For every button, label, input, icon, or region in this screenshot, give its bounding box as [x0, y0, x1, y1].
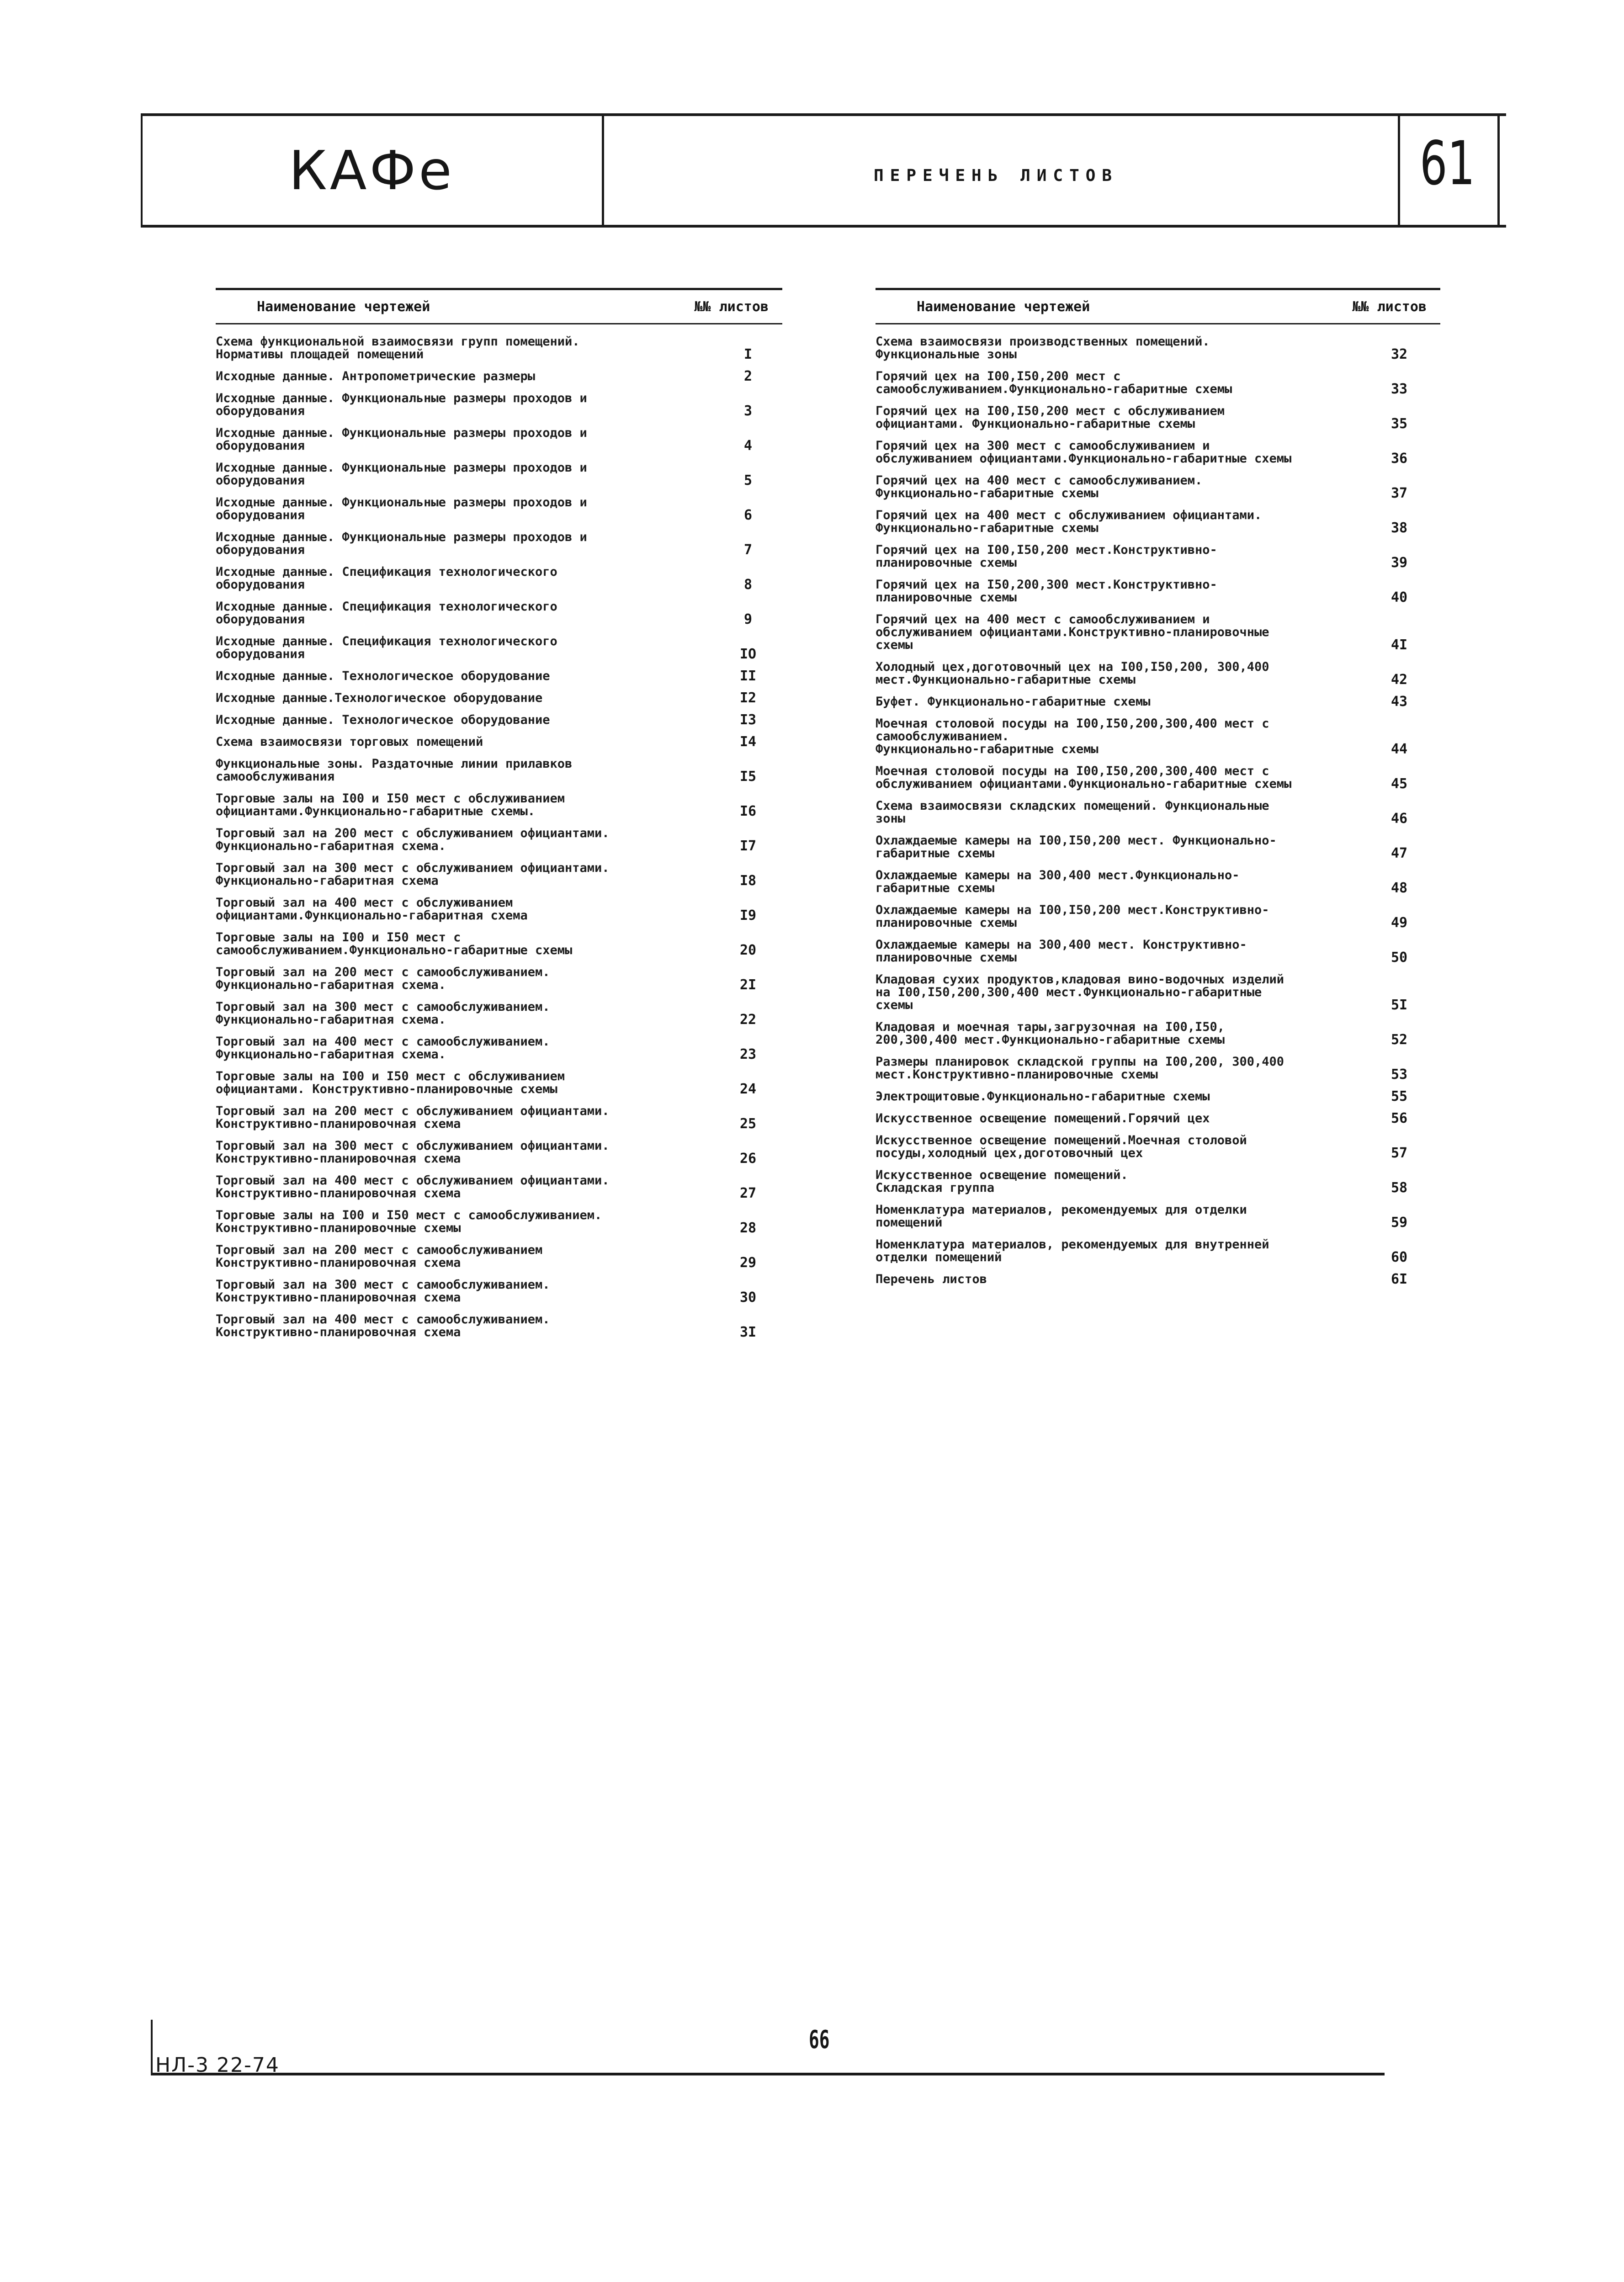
sheet-number: IO — [739, 646, 757, 662]
sheet-number: I3 — [739, 712, 757, 728]
sheet-title: Функциональные зоны. Раздаточные линии прилавков самообслуживания — [216, 757, 573, 784]
sheet-title: Торговый зал на 400 мест с обслуживанием официантами.Функционально-габаритная схема — [216, 896, 528, 923]
sheet-number: 59 — [1390, 1215, 1408, 1231]
sheet-title: Искусственное освещение помещений.Моечная столовой посуды,холодный цех,доготовочный цех — [876, 1133, 1247, 1160]
sheet-row — [876, 904, 1440, 929]
sheet-title: Исходные данные. Спецификация технологического оборудования — [216, 600, 557, 626]
sheet-title: Исходные данные. Функциональные размеры проходов и оборудования — [216, 461, 587, 488]
sheet-row — [216, 427, 782, 452]
series-code: НЛ-3 22-74 — [155, 2054, 280, 2077]
sheet-row — [876, 544, 1440, 569]
sheet-title: Схема функциональной взаимосвязи групп помещений. Нормативы площадей помещений — [216, 334, 580, 361]
sheet-row — [876, 765, 1440, 791]
sheet-title: Торговые залы на I00 и I50 мест с обслуживанием официантами. Конструктивно-планировочные схемы — [216, 1069, 565, 1096]
sheet-row — [876, 335, 1440, 361]
sheet-title: Номенклатура материалов, рекомендуемых для отделки помещений — [876, 1203, 1247, 1230]
sheet-title: Торговый зал на 400 мест с самообслуживанием. Конструктивно-планировочная схема — [216, 1312, 550, 1339]
sheet-row — [876, 869, 1440, 895]
sheet-title: Торговый зал на 400 мест с самообслуживанием. Функционально-габаритная схема. — [216, 1035, 550, 1061]
sheet-row — [216, 635, 782, 661]
sheet-number: I9 — [739, 907, 757, 923]
sheet-row — [216, 392, 782, 418]
sheet-row — [216, 1140, 782, 1165]
sheet-title: Горячий цех на I00,I50,200 мест с самообслуживанием.Функционально-габаритные схемы — [876, 369, 1232, 396]
sheet-number: I8 — [739, 873, 757, 889]
sheet-title: Искусственное освещение помещений.Горячий цех — [876, 1111, 1210, 1125]
sheet-title: Торговые залы на I00 и I50 мест с самообслуживанием.Функционально-габаритные схемы — [216, 930, 573, 957]
sheet-number: 44 — [1390, 741, 1408, 757]
sheet-row — [876, 1273, 1440, 1286]
sheet-number: 61 — [1420, 128, 1475, 199]
sheet-number: 47 — [1390, 845, 1408, 861]
sheet-title: Горячий цех на I00,I50,200 мест с обслуживанием официантами. Функционально-габаритные схемы — [876, 404, 1225, 431]
sheet-number: 2 — [743, 368, 753, 384]
sheet-number: 2I — [739, 977, 757, 993]
sheet-title: Торговый зал на 300 мест с самообслуживанием. Функционально-габаритная схема. — [216, 1000, 550, 1027]
number-column-header: №№ листов — [1352, 298, 1427, 315]
sheet-number: 42 — [1390, 672, 1408, 688]
sheet-row — [216, 1035, 782, 1061]
sheet-list-right — [876, 288, 1440, 1295]
sheet-title: Торговый зал на 200 мест с обслуживанием официантами. Функционально-габаритная схема. — [216, 826, 610, 853]
sheet-row — [216, 600, 782, 626]
sheet-row — [876, 370, 1440, 396]
sheet-row — [876, 661, 1440, 686]
sheet-row — [216, 692, 782, 705]
sheet-title: Горячий цех на 400 мест с самообслуживанием и обслуживанием официантами.Конструктивно-планировочные схемы — [876, 612, 1269, 652]
sheet-title: Торговый зал на 400 мест с обслуживанием официантами. Конструктивно-планировочная схема — [216, 1173, 610, 1200]
sheet-row — [216, 462, 782, 487]
sheet-title: Охлаждаемые камеры на I00,I50,200 мест. Функционально-габаритные схемы — [876, 833, 1277, 860]
sheet-number: I — [743, 346, 753, 362]
sheet-row — [216, 736, 782, 748]
sheet-row — [216, 370, 782, 383]
sheet-number: 43 — [1390, 694, 1408, 710]
sheet-row — [876, 800, 1440, 825]
sheet-number: 6 — [743, 507, 753, 523]
sheet-title: Исходные данные. Функциональные размеры проходов и оборудования — [216, 391, 587, 418]
sheet-row — [876, 578, 1440, 604]
bottom-rule — [151, 2073, 1385, 2075]
number-column-header: №№ листов — [694, 298, 769, 315]
sheet-number: 39 — [1390, 555, 1408, 571]
sheet-number: 30 — [739, 1290, 757, 1306]
sheet-list-left — [216, 288, 782, 1348]
sheet-title: Кладовая и моечная тары,загрузочная на I00,I50, 200,300,400 мест.Функционально-габаритные схемы — [876, 1020, 1225, 1047]
sheet-number: 24 — [739, 1081, 757, 1097]
sheet-number: 8 — [743, 577, 753, 593]
sheet-title: Искусственное освещение помещений. Складская группа — [876, 1168, 1128, 1195]
sheet-row — [876, 1021, 1440, 1046]
sheet-title: Исходные данные.Технологическое оборудование — [216, 691, 543, 705]
sheet-number: 7 — [743, 542, 753, 558]
sheet-number: 57 — [1390, 1145, 1408, 1161]
sheet-list — [216, 335, 782, 1339]
frame-line — [151, 2020, 153, 2075]
sheet-number: 37 — [1390, 485, 1408, 501]
sheet-row — [876, 440, 1440, 465]
sheet-title: Кладовая сухих продуктов,кладовая вино-водочных изделий на I00,I50,200,300,400 мест.Функционально-габаритные схемы — [876, 972, 1284, 1012]
name-column-header: Наименование чертежей — [257, 298, 430, 315]
sheet-number: II — [739, 668, 757, 684]
sheet-title: Исходные данные. Функциональные размеры проходов и оборудования — [216, 530, 587, 557]
sheet-title: Горячий цех на 300 мест с самообслуживанием и обслуживанием официантами.Функционально-габаритные схемы — [876, 439, 1292, 466]
sheet-row — [216, 827, 782, 853]
sheet-row — [216, 1001, 782, 1026]
sheet-row — [216, 1313, 782, 1339]
sheet-number: 3 — [743, 403, 753, 419]
sheet-row — [876, 613, 1440, 652]
sheet-number: 4I — [1390, 637, 1408, 653]
sheet-number: 60 — [1390, 1249, 1408, 1265]
sheet-number: 23 — [739, 1046, 757, 1062]
sheet-row — [876, 939, 1440, 964]
title-block — [141, 113, 1506, 228]
sheet-number: 20 — [739, 942, 757, 958]
sheet-number: 26 — [739, 1151, 757, 1167]
title-divider — [602, 116, 604, 225]
sheet-row — [876, 1056, 1440, 1081]
sheet-number: 32 — [1390, 346, 1408, 362]
sheet-row — [216, 1279, 782, 1304]
sheet-title: Электрощитовые.Функционально-габаритные схемы — [876, 1089, 1210, 1104]
sheet-row — [216, 1209, 782, 1235]
sheet-title: Торговые залы на I00 и I50 мест с обслуживанием официантами.Функционально-габаритные схемы. — [216, 791, 565, 818]
sheet-row — [216, 1174, 782, 1200]
sheet-number: 22 — [739, 1012, 757, 1028]
sheet-title: Охлаждаемые камеры на I00,I50,200 мест.Конструктивно-планировочные схемы — [876, 903, 1269, 930]
sheet-title: Холодный цех,доготовочный цех на I00,I50,200, 300,400 мест.Функционально-габаритные схемы — [876, 660, 1269, 687]
sheet-row — [216, 566, 782, 591]
column-header — [216, 290, 782, 323]
sheet-number: 25 — [739, 1116, 757, 1132]
sheet-number: 53 — [1390, 1067, 1408, 1083]
sheet-row — [876, 695, 1440, 708]
sheet-number: 9 — [743, 611, 753, 627]
column-header — [876, 290, 1440, 323]
sheet-row — [216, 1244, 782, 1269]
column-header-rule — [876, 323, 1440, 324]
sheet-number: 3I — [739, 1324, 757, 1340]
sheet-title: Охлаждаемые камеры на 300,400 мест.Функционально-габаритные схемы — [876, 868, 1240, 895]
sheet-title: Буфет. Функционально-габаритные схемы — [876, 695, 1151, 709]
sheet-row — [216, 1070, 782, 1096]
sheet-number: 46 — [1390, 811, 1408, 827]
sheet-title: Моечная столовой посуды на I00,I50,200,300,400 мест с обслуживанием официантами.Функционально-габаритные схемы — [876, 764, 1292, 791]
sheet-title: Перечень листов — [876, 1272, 987, 1286]
sheet-title: Исходные данные. Спецификация технологического оборудования — [216, 634, 557, 661]
sheet-title: Исходные данные. Функциональные размеры проходов и оборудования — [216, 426, 587, 453]
sheet-title: Горячий цех на 400 мест с обслуживанием официантами. Функционально-габаритные схемы — [876, 508, 1262, 535]
sheet-title: Схема взаимосвязи торговых помещений — [216, 735, 483, 749]
sheet-title: Моечная столовой посуды на I00,I50,200,300,400 мест с самообслуживанием. Функционально-габаритные схемы — [876, 716, 1269, 756]
sheet-number: 4 — [743, 438, 753, 454]
sheet-number: 5 — [743, 472, 753, 488]
title-divider — [1398, 116, 1400, 225]
sheet-row — [876, 834, 1440, 860]
sheet-title: Исходные данные. Технологическое оборудование — [216, 669, 550, 683]
sheet-title: Горячий цех на 400 мест с самообслуживанием. Функционально-габаритные схемы — [876, 473, 1203, 500]
sheet-row — [216, 1105, 782, 1130]
sheet-title: Торговый зал на 200 мест с самообслуживанием Конструктивно-планировочная схема — [216, 1243, 543, 1270]
sheet-title: Охлаждаемые камеры на 300,400 мест. Конструктивно-планировочные схемы — [876, 938, 1247, 965]
sheet-number: 35 — [1390, 416, 1408, 432]
sheet-number: 5I — [1390, 997, 1408, 1013]
title-divider — [1497, 116, 1500, 225]
sheet-title: Горячий цех на I00,I50,200 мест.Конструктивно-планировочные схемы — [876, 543, 1217, 570]
sheet-row — [876, 1169, 1440, 1194]
sheet-number: I6 — [739, 803, 757, 819]
sheet-row — [216, 496, 782, 522]
sheet-number: 48 — [1390, 880, 1408, 896]
sheet-row — [876, 1090, 1440, 1103]
sheet-row — [876, 717, 1440, 756]
sheet-number: 56 — [1390, 1110, 1408, 1126]
sheet-title: Схема взаимосвязи складских помещений. Функциональные зоны — [876, 799, 1269, 826]
sheet-title: Торговый зал на 200 мест с обслуживанием официантами. Конструктивно-планировочная схема — [216, 1104, 610, 1131]
sheet-row — [876, 509, 1440, 535]
sheet-number: 52 — [1390, 1032, 1408, 1048]
sheet-row — [216, 792, 782, 818]
sheet-number: 40 — [1390, 589, 1408, 605]
sheet-row — [216, 335, 782, 361]
sheet-title: Торговый зал на 300 мест с обслуживанием официантами. Конструктивно-планировочная схема — [216, 1139, 610, 1166]
sheet-number: 29 — [739, 1255, 757, 1271]
sheet-row — [216, 714, 782, 727]
sheet-title: Торговый зал на 300 мест с обслуживанием официантами. Функционально-габаритная схема — [216, 861, 610, 888]
sheet-row — [876, 1112, 1440, 1125]
sheet-number: 33 — [1390, 381, 1408, 397]
sheet-title: Номенклатура материалов, рекомендуемых для внутренней отделки помещений — [876, 1237, 1269, 1264]
sheet-row — [876, 973, 1440, 1012]
sheet-number: I2 — [739, 690, 757, 706]
sheet-title: Исходные данные. Функциональные размеры проходов и оборудования — [216, 495, 587, 522]
sheet-number: 6I — [1390, 1271, 1408, 1287]
sheet-row — [876, 1238, 1440, 1264]
sheet-row — [876, 474, 1440, 500]
sheet-list — [876, 335, 1440, 1286]
sheet-row — [216, 531, 782, 557]
sheet-number: I5 — [739, 769, 757, 785]
sheet-number: 38 — [1390, 520, 1408, 536]
sheet-title: Исходные данные. Спецификация технологического оборудования — [216, 565, 557, 592]
sheet-number: 49 — [1390, 915, 1408, 931]
sheet-number: I7 — [739, 838, 757, 854]
name-column-header: Наименование чертежей — [917, 298, 1090, 315]
sheet-number: 45 — [1390, 776, 1408, 792]
document-title: ПЕРЕЧЕНЬ ЛИСТОВ — [874, 166, 1119, 185]
sheet-row — [216, 670, 782, 683]
sheet-title: Торговые залы на I00 и I50 мест с самообслуживанием. Конструктивно-планировочные схемы — [216, 1208, 602, 1235]
sheet-number: 27 — [739, 1185, 757, 1201]
sheet-title: Торговый зал на 200 мест с самообслуживанием. Функционально-габаритная схема. — [216, 965, 550, 992]
sheet-number: 36 — [1390, 451, 1408, 467]
sheet-row — [216, 897, 782, 922]
sheet-number: 28 — [739, 1220, 757, 1236]
sheet-number: 50 — [1390, 950, 1408, 966]
sheet-row — [216, 758, 782, 783]
sheet-title: Исходные данные. Антропометрические размеры — [216, 369, 535, 383]
sheet-number: I4 — [739, 734, 757, 750]
sheet-row — [216, 966, 782, 992]
sheet-title: Торговый зал на 300 мест с самообслуживанием. Конструктивно-планировочная схема — [216, 1278, 550, 1305]
sheet-title: Размеры планировок складской группы на I00,200, 300,400 мест.Конструктивно-планировочные схемы — [876, 1055, 1284, 1082]
sheet-row — [876, 1134, 1440, 1160]
sheet-row — [876, 1204, 1440, 1229]
sheet-title: Исходные данные. Технологическое оборудование — [216, 713, 550, 727]
sheet-row — [876, 405, 1440, 430]
project-title: КАФе — [289, 139, 455, 202]
sheet-title: Горячий цех на I50,200,300 мест.Конструктивно-планировочные схемы — [876, 578, 1217, 605]
sheet-row — [216, 862, 782, 887]
page-number: 66 — [809, 2025, 830, 2054]
sheet-row — [216, 931, 782, 957]
sheet-number: 55 — [1390, 1088, 1408, 1104]
sheet-title: Схема взаимосвязи производственных помещений. Функциональные зоны — [876, 334, 1210, 361]
column-header-rule — [216, 323, 782, 324]
sheet-number: 58 — [1390, 1180, 1408, 1196]
